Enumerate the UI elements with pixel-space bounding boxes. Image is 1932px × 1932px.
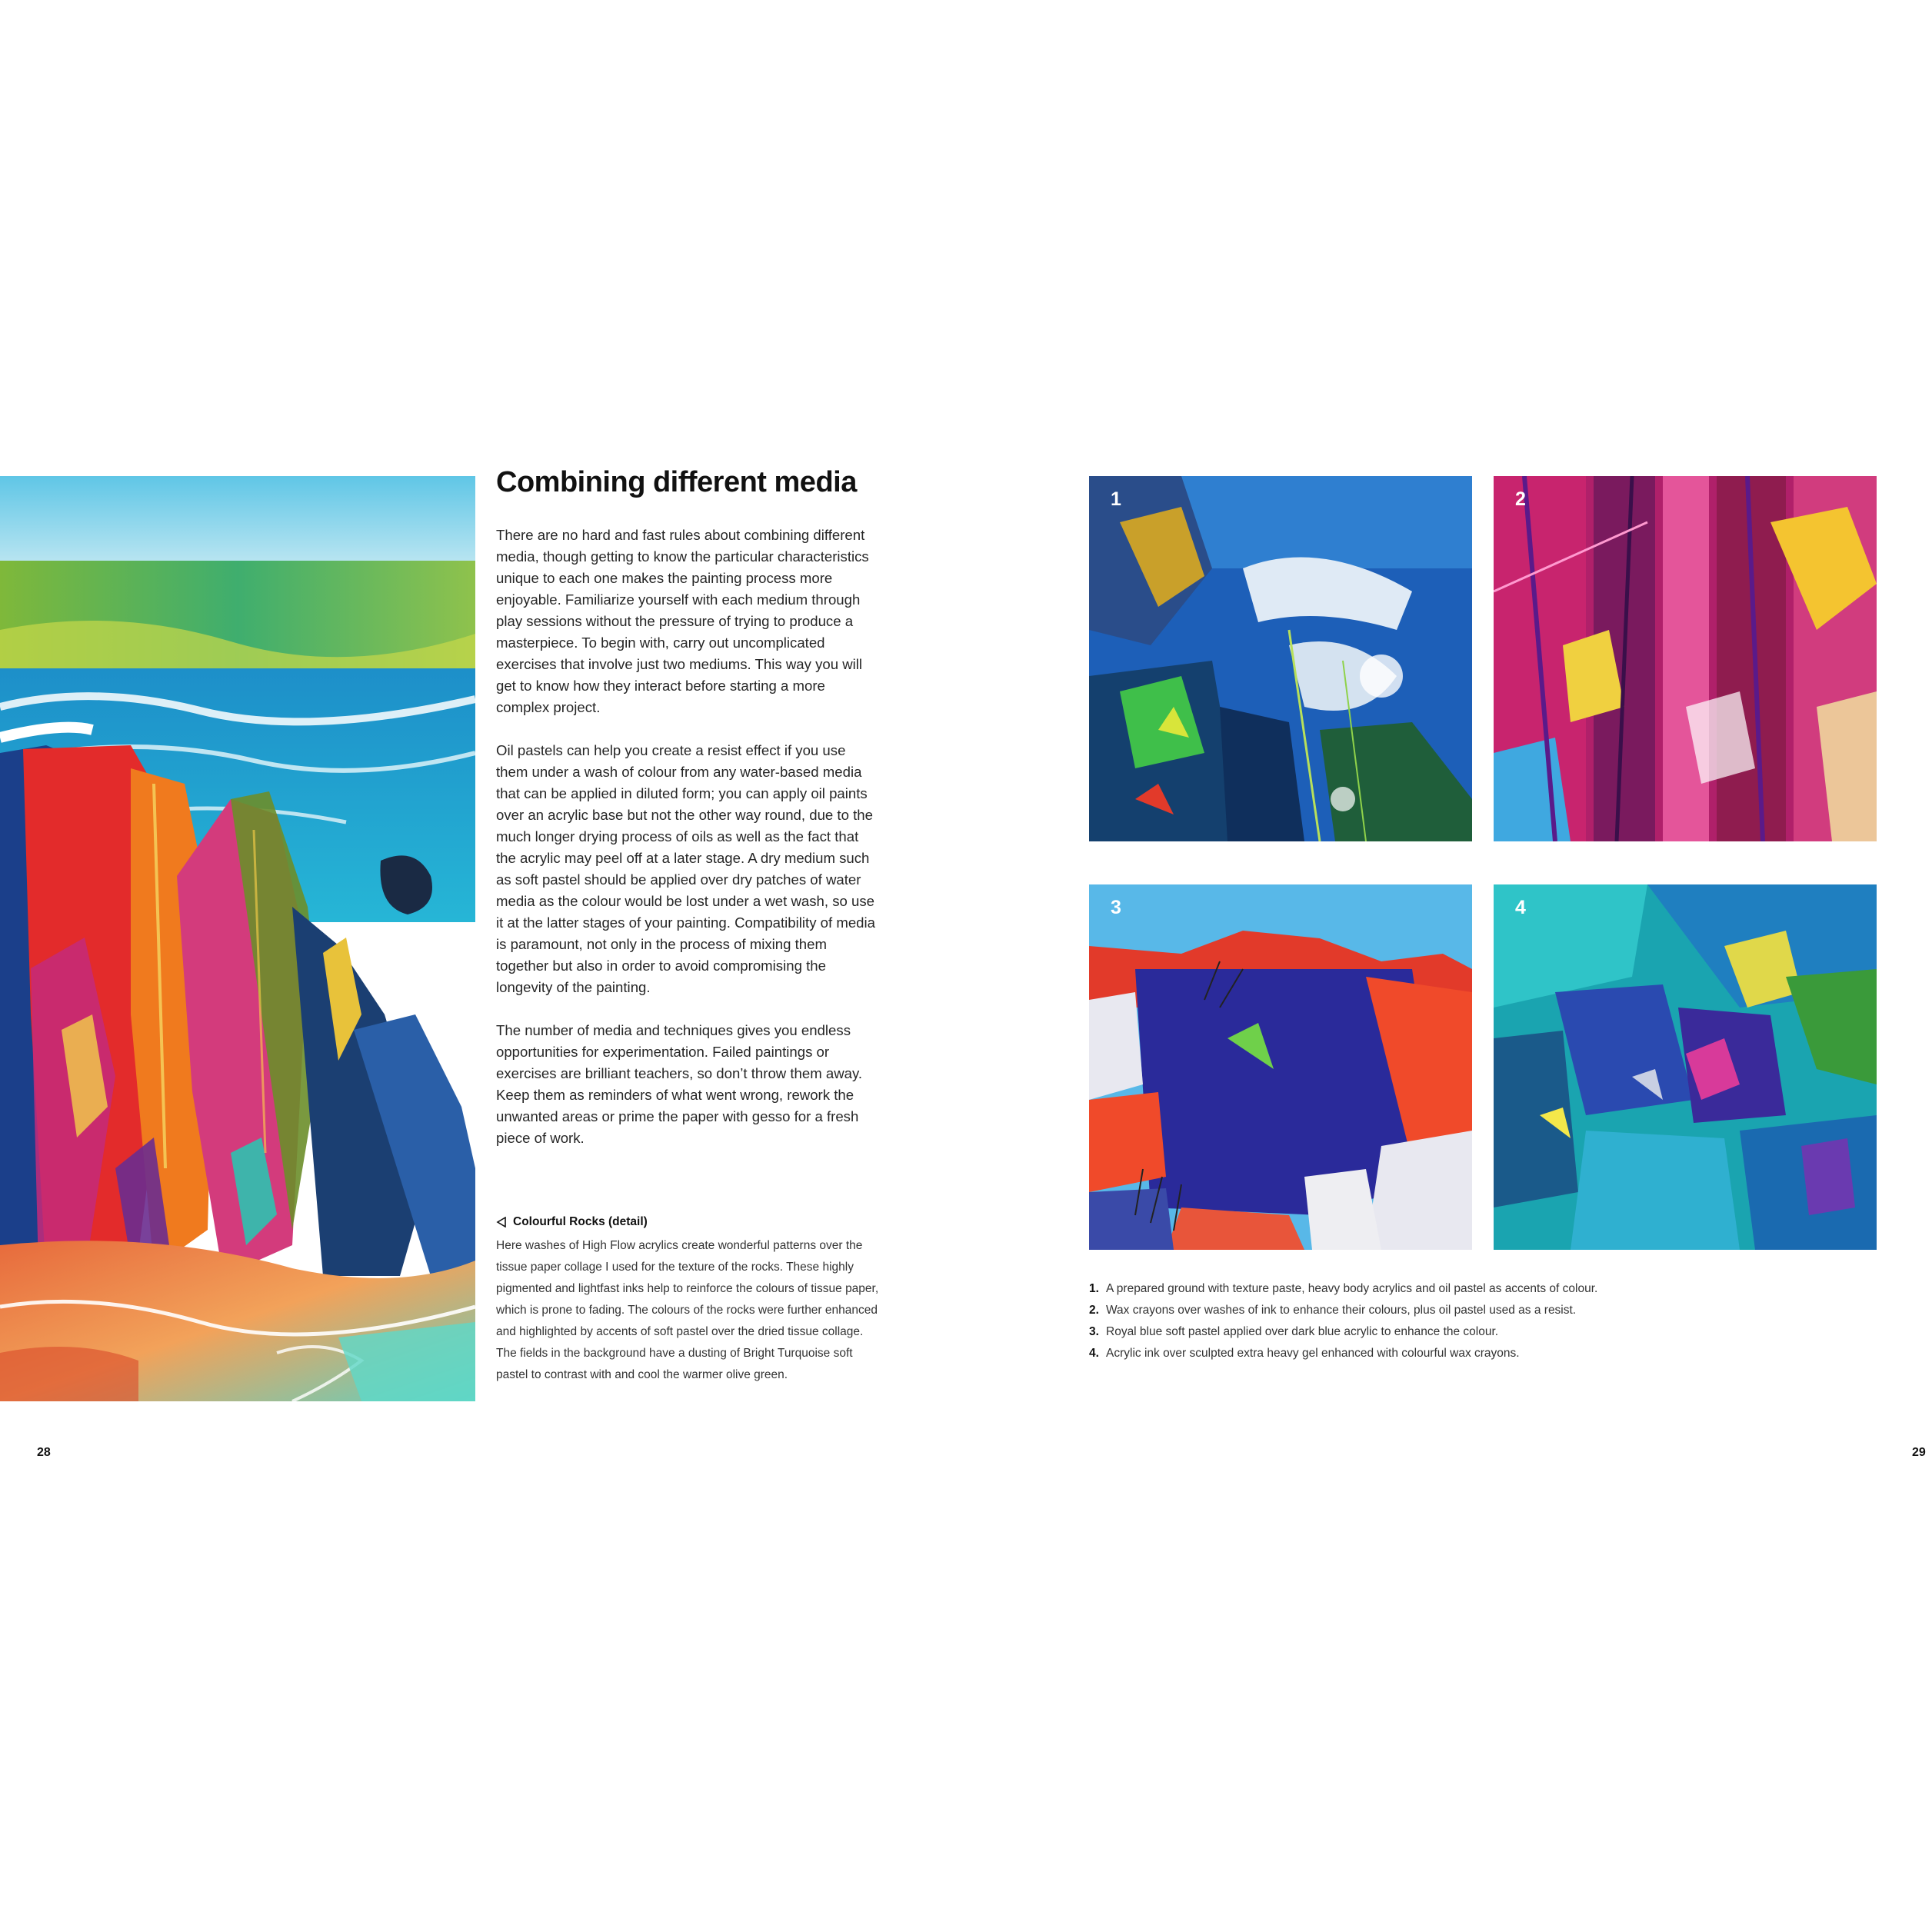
thumbnail-2-art [1494,476,1877,841]
colourful-rocks-painting [0,476,475,1401]
thumbnail-3-art [1089,884,1472,1250]
body-text [496,525,881,1171]
triangle-left-icon [496,1217,507,1227]
note-number: 3. [1089,1325,1099,1338]
paragraph-1: There are no hard and fast rules about combining different media, though getting to know the particular characteristics unique to each one makes the painting process more enjoyable. Familiarize yourself with each medium through play sessions without the pressure of trying to produce a masterpiece. To begin with, carry out uncomplicated exercises that involve just two mediums. This way you will get to know how they interact before starting a more complex project. [496,527,869,715]
note-text: Wax crayons over washes of ink to enhance their colours, plus oil pastel used as a resist. [1106,1304,1577,1317]
thumbnail-2-number: 2 [1515,488,1526,510]
note-text: Acrylic ink over sculpted extra heavy gel enhanced with colourful wax crayons. [1106,1347,1520,1360]
page-title: Combining different media [496,466,857,498]
paragraph-2: Oil pastels can help you create a resist effect if you use them under a wash of colour from any water-based media that can be applied in diluted form; you can apply oil paints over an acrylic base but not the other way round, due to the much longer drying process of oils as well as the fact that the acrylic may peel off at a later stage. A dry medium such as soft pastel should be applied over dry patches of water media as the colour would be lost under a wet wash, so use it at the latter stages of your painting. Compatibility of media is paramount, not only in the process of mixing them together but also in order to avoid compromising the longevity of the painting. [496,742,875,995]
thumbnail-1-number: 1 [1111,488,1121,510]
colourful-rocks-svg [0,476,475,1401]
thumbnail-4-number: 4 [1515,897,1526,918]
thumbnail-4-art [1494,884,1877,1250]
note-number: 2. [1089,1304,1099,1317]
note-item [1089,1300,1858,1321]
note-item [1089,1278,1858,1300]
thumbnail-4 [1494,884,1877,1250]
note-item [1089,1343,1858,1364]
caption-body: Here washes of High Flow acrylics create wonderful patterns over the tissue paper collage I used for the texture of the rocks. These highly pigmented and lightfast inks help to reinforce the colours of tissue paper, which is prone to fading. The colours of the rocks were further enhanced and highlighted by accents of soft pastel over the dried tissue collage. The fields in the background have a dusting of Bright Turquoise soft pastel to contrast with and cool the warmer olive green. [496,1239,879,1381]
note-text: Royal blue soft pastel applied over dark blue acrylic to enhance the colour. [1106,1325,1499,1338]
caption-title: Colourful Rocks (detail) [513,1215,648,1228]
page-number-left: 28 [37,1446,51,1459]
thumbnail-1-art [1089,476,1472,841]
page-number-right: 29 [1912,1446,1926,1459]
note-number: 4. [1089,1347,1099,1360]
thumbnail-3 [1089,884,1472,1250]
paragraph-3: The number of media and techniques gives you endless opportunities for experimentation. Failed paintings or exercises are brilliant teachers, so don’t throw them away. Keep them as reminders of what went wrong, rework the unwanted areas or prime the paper with gesso for a fresh piece of work. [496,1022,863,1146]
thumbnail-notes-list [1089,1278,1858,1364]
note-number: 1. [1089,1282,1099,1295]
thumbnail-3-number: 3 [1111,897,1121,918]
thumbnail-1 [1089,476,1472,841]
caption-heading [496,1215,648,1229]
note-item [1089,1321,1858,1343]
note-text: A prepared ground with texture paste, heavy body acrylics and oil pastel as accents of colour. [1106,1282,1598,1295]
thumbnail-2 [1494,476,1877,841]
